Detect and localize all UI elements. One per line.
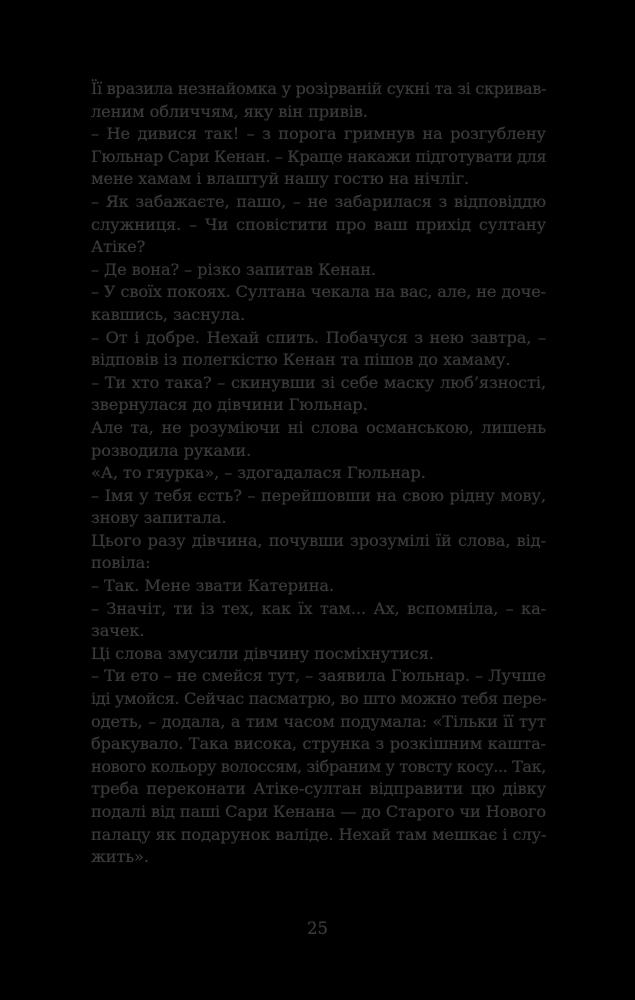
text-line: відповів із полегкістю Кенан та пішов до хамаму. xyxy=(91,350,511,370)
text-line: леним обличчям, яку він привів. xyxy=(91,101,368,121)
text-line: – Ти ето – не смейся тут, – заявила Гюльнар. – Лучше xyxy=(91,666,546,686)
text-line: Ці слова змусили дівчину посміхнутися. xyxy=(91,643,434,663)
text-line: одеть, – додала, а тим часом подумала: «Тільки її тут xyxy=(91,711,546,731)
text-line: іді умойся. Сейчас пасматрю, во што можно тебя пере- xyxy=(91,689,547,709)
text-line: нового кольору волоссям, зібраним у товсту косу... Так, xyxy=(91,756,546,776)
text-line: – Як забажаєте, пашо, – не забарилася з відповіддю xyxy=(91,191,546,211)
text-line: – Значіт, ти із тех, как їх там... Ах, вспомніла, – ка- xyxy=(91,598,546,618)
text-line: мене хамам і влаштуй нашу гостю на нічліг. xyxy=(91,169,470,189)
text-line: – От і добре. Нехай спить. Побачуся з нею завтра, – xyxy=(91,327,546,347)
text-line: повіла: xyxy=(91,553,151,573)
text-line: – Ти хто така? – скинувши зі себе маску люб’язності, xyxy=(91,372,546,392)
text-line: розводила руками. xyxy=(91,440,252,460)
text-line: Гюльнар Сари Кенан. – Краще накажи підготувати для xyxy=(91,146,547,166)
text-line: палацу як подарунок валіде. Нехай там мешкає і слу- xyxy=(91,824,547,844)
page-number: 25 xyxy=(307,919,328,938)
text-line: кавшись, заснула. xyxy=(91,304,246,324)
text-line: зачек. xyxy=(91,621,145,641)
text-line: – У своїх покоях. Султана чекала на вас, але, не доче- xyxy=(91,282,546,302)
body-text xyxy=(91,78,546,869)
text-line: служниця. – Чи сповістити про ваш прихід султану xyxy=(91,214,546,234)
text-line: Цього разу дівчина, почувши зрозумілі їй слова, від- xyxy=(91,530,546,550)
text-line: «А, то гяурка», – здогадалася Гюльнар. xyxy=(91,463,426,483)
text-line: – Де вона? – різко запитав Кенан. xyxy=(91,259,376,279)
text-line: жить». xyxy=(91,847,149,867)
text-line: Її вразила незнайомка у розірваній сукні та зі скривав- xyxy=(91,79,547,98)
text-line: Атіке? xyxy=(91,237,146,257)
text-line: – Так. Мене звати Катерина. xyxy=(91,576,334,596)
text-line: треба переконати Атіке-султан відправити цю дівку xyxy=(91,779,546,799)
text-line: – Імя у тебя єсть? – перейшовши на свою рідну мову, xyxy=(91,485,546,505)
text-line: Але та, не розуміючи ні слова османською, лишень xyxy=(91,417,546,437)
text-line: – Не дивися так! – з порога гримнув на розгублену xyxy=(91,124,546,144)
text-line: бракувало. Така висока, струнка з розкішним кашта- xyxy=(91,734,546,754)
text-line: подалі від паші Сари Кенана — до Старого чи Нового xyxy=(91,802,546,821)
text-line: звернулася до дівчини Гюльнар. xyxy=(91,395,368,415)
text-line: знову запитала. xyxy=(91,508,227,528)
